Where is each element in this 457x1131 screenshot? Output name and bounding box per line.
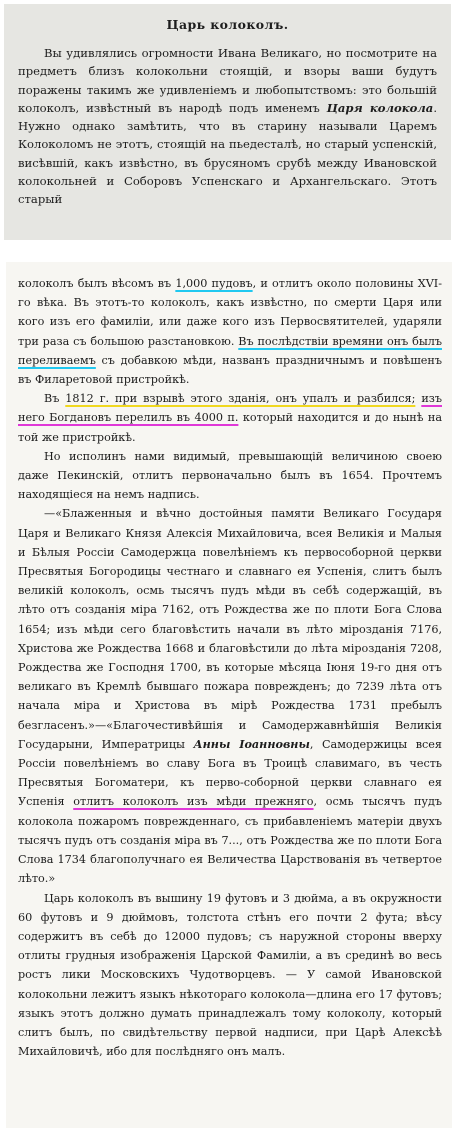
article-body bbox=[18, 274, 442, 1061]
emphasized-name: Царя колокола bbox=[326, 100, 434, 115]
article-paragraph bbox=[18, 504, 442, 888]
text-run: , осмь тысячъ пудъ колокола пожаромъ поврежденнаго, съ прибавленiемъ матерiи двухъ тысячъ пудъ отъ созданiя мiра въ 7..., отъ Рождества же по плоти Бога Слова 1734 благополучнаго ея Величества Царствованiя въ четвертое лѣто.» bbox=[18, 795, 443, 886]
emphasized-name: Анны Iоанновны bbox=[193, 736, 310, 751]
text-run: Царь колоколъ въ вышину 19 футовъ и 3 дюйма, а въ окружности 60 футовъ и 9 дюймовъ, толстота стѣнъ его почти 2 фута; вѣсу содержитъ въ себѣ до 12000 пудовъ; съ наружной стороны вверху отлиты грудныя изображенiя Царской Фамилiи, а въ срединѣ во весь ростъ лики Московскихъ Чудотворцевъ. — У самой Ивановской колокольни лежитъ языкъ нѣкотораго колокола—длина его 17 футовъ; языкъ этотъ должно думать принадлежалъ тому колоколу, который слитъ былъ, по свидѣтельству первой надписи, при Царѣ Алексѣѣ Михайловичѣ, ибо для послѣдняго онъ малъ. bbox=[18, 891, 442, 1059]
highlighted-phrase: 1812 г. при взрывѣ этого зданiя, онъ упалъ и разбился; bbox=[65, 392, 416, 406]
text-run: . Нужно однако замѣтить, что въ старину называли Царемъ Колоколомъ не этотъ, стоящiй на пьедесталѣ, но старый успенскiй, висѣвшiй, какъ извѣстно, въ брусяномъ срубѣ между Ивановской колокольней и Соборовъ Успенскаго и Архангельскаго. Этотъ старый bbox=[18, 100, 437, 207]
text-run: , и отлитъ около половины XVI-го вѣка. Въ этотъ-то колоколъ, какъ извѣстно, по смерти Царя или кого изъ его фамилiи, или даже кого изъ Первосвятителей, ударяли три раза съ большою разстановкою. bbox=[18, 277, 442, 348]
text-run: Вы удивлялись огромности Ивана Великаго, но посмотрите на предметъ близъ колокольни стоящiй, и взоры ваши будутъ поражены такимъ же удивленiемъ и любопытствомъ: это большiй колоколъ, извѣстный въ народѣ подъ именемъ bbox=[18, 46, 437, 115]
text-run: который находится и до нынѣ на той же пристройкѣ. bbox=[18, 411, 443, 444]
article-clipping-bottom bbox=[6, 262, 452, 1128]
article-paragraph bbox=[18, 389, 442, 447]
text-run: , Самодержицы всея Россiи повелѣнiемъ во славу Бога въ Троицѣ славимаго, въ честь Пресвятыя Богоматери, къ перво-соборной церкви славнаго ея Успенiя bbox=[18, 737, 442, 809]
intro-paragraph bbox=[18, 44, 437, 209]
article-paragraph bbox=[18, 447, 442, 505]
highlighted-phrase: Въ послѣдствiи времяни онъ былъ переливаемъ bbox=[18, 334, 442, 367]
highlighted-phrase: отлитъ колоколъ изъ мѣди прежняго bbox=[73, 795, 314, 809]
article-title: Царь колоколъ. bbox=[166, 17, 289, 32]
highlighted-phrase: 1,000 пудовъ bbox=[175, 277, 253, 290]
text-run: —«Блаженныя и вѣчно достойныя памяти Великаго Государя Царя и Великаго Князя Алексiя Михайловича, всея Великiя и Малыя и Бѣлыя Россiи Самодержца повелѣнiемъ къ первособорной церкви Пресвятыя Богородицы честнаго и славнаго ея Успенiя, слитъ былъ великiй колоколъ, осмь тысячъ пудъ мѣди въ себѣ содержащiй, въ лѣто отъ созданiя мiра 7162, отъ Рождества же по плоти Бога Слова 1654; изъ мѣди сего благовѣстить начали въ лѣто мiрозданiя 7176, Христова же Рождества 1668 и благовѣстили до лѣта мiрозданiя 7208, Рождества же Господня 1700, въ которые мѣсяца Iюня 19-го дня отъ великаго въ Кремлѣ бывшаго пожара поврежденъ; до 7239 лѣта отъ начала мiра и Христова въ мiрѣ Рождества 1731 пребылъ безгласенъ.»—«Благочестивѣйшiя и Самодержавнѣйшiя Великiя Государыни, Императрицы bbox=[18, 507, 442, 751]
text-run: съ добавкою мѣди, названъ праздничнымъ и повѣшенъ въ Филаретовой пристройкѣ. bbox=[18, 353, 442, 387]
article-paragraph bbox=[18, 889, 442, 1062]
article-clipping-top bbox=[4, 4, 451, 240]
text-run: колоколъ былъ вѣсомъ въ bbox=[18, 277, 176, 290]
highlighted-phrase: изъ него Богдановъ перелилъ въ 4000 п. bbox=[18, 392, 442, 425]
text-run: Но исполинъ нами видимый, превышающiй величиною своею даже Пекинскiй, отлитъ первоначально былъ въ 1654. Прочтемъ находящiеся на немъ надпись. bbox=[18, 449, 442, 502]
article-paragraph bbox=[18, 274, 442, 389]
text-run: Въ bbox=[44, 392, 66, 406]
